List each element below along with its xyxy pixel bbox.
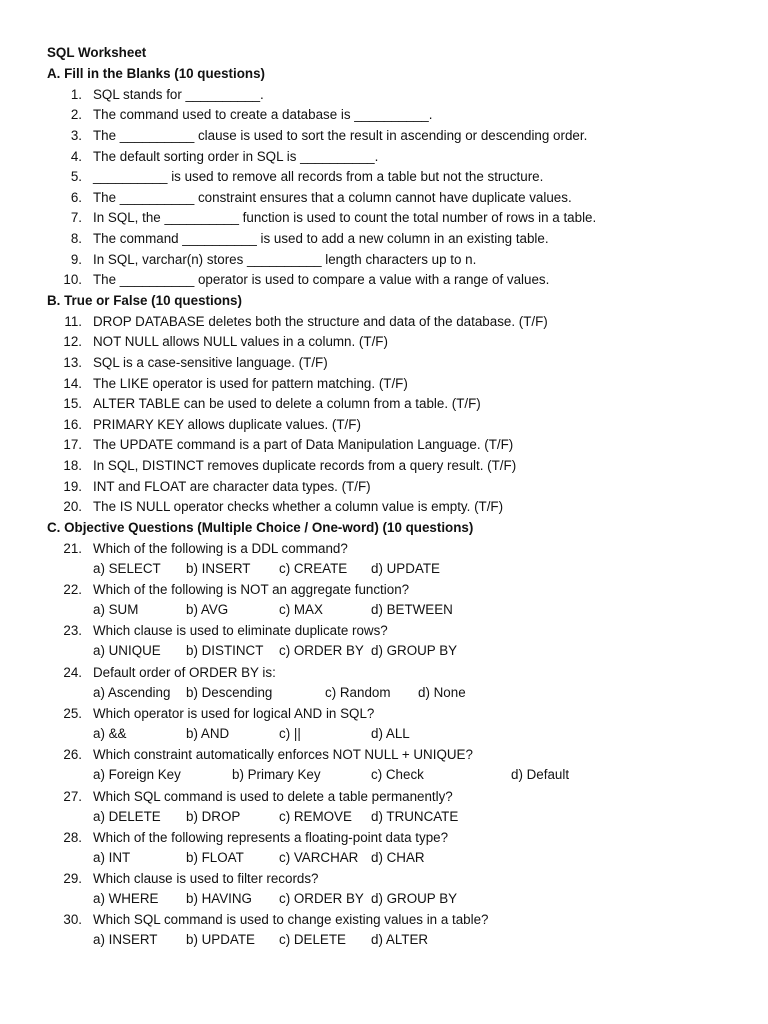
answer-option: b) HAVING — [186, 891, 252, 906]
question-text: Which of the following is NOT an aggregate function? — [93, 582, 410, 597]
worksheet-title: SQL Worksheet — [47, 45, 147, 60]
question-text: The command __________ is used to add a new column in an existing table. — [93, 231, 549, 246]
question-text: In SQL, the __________ function is used to count the total number of rows in a table. — [93, 210, 597, 225]
answer-option: d) GROUP BY — [371, 891, 458, 906]
answer-option: b) Descending — [186, 685, 273, 700]
answer-option: d) UPDATE — [371, 561, 440, 576]
answer-option: a) INSERT — [93, 932, 158, 947]
question-number: 12. — [63, 334, 82, 349]
question-text: Which SQL command is used to change existing values in a table? — [93, 912, 489, 927]
question-number: 13. — [63, 355, 82, 370]
question-text: In SQL, DISTINCT removes duplicate records from a query result. (T/F) — [93, 458, 517, 473]
question-text: ALTER TABLE can be used to delete a column from a table. (T/F) — [93, 396, 481, 411]
question-number: 18. — [63, 458, 82, 473]
answer-option: b) INSERT — [186, 561, 251, 576]
question-text: The UPDATE command is a part of Data Manipulation Language. (T/F) — [93, 437, 514, 452]
answer-option: a) Ascending — [93, 685, 171, 700]
answer-option: c) REMOVE — [279, 809, 352, 824]
question-number: 5. — [70, 169, 82, 184]
section-a-heading: A. Fill in the Blanks (10 questions) — [47, 66, 266, 81]
answer-option: d) None — [418, 685, 466, 700]
question-text: The __________ clause is used to sort the result in ascending or descending order. — [93, 128, 588, 143]
answer-option: c) ORDER BY — [279, 643, 364, 658]
question-number: 1. — [70, 87, 82, 102]
answer-option: a) UNIQUE — [93, 643, 161, 658]
question-number: 9. — [70, 252, 82, 267]
answer-option: b) FLOAT — [186, 850, 244, 865]
question-number: 3. — [70, 128, 82, 143]
question-text: The command used to create a database is __________. — [93, 107, 433, 122]
question-text: The LIKE operator is used for pattern matching. (T/F) — [93, 376, 408, 391]
answer-option: a) Foreign Key — [93, 767, 181, 782]
question-text: Which of the following represents a floating-point data type? — [93, 830, 449, 845]
answer-option: c) Random — [325, 685, 391, 700]
answer-option: b) UPDATE — [186, 932, 255, 947]
answer-option: c) CREATE — [279, 561, 348, 576]
question-text: The __________ operator is used to compare a value with a range of values. — [93, 272, 550, 287]
question-text: The IS NULL operator checks whether a column value is empty. (T/F) — [93, 499, 504, 514]
question-text: SQL stands for __________. — [93, 87, 264, 102]
question-number: 14. — [63, 376, 82, 391]
section-c-heading: C. Objective Questions (Multiple Choice / One-word) (10 questions) — [47, 520, 474, 535]
answer-option: c) ORDER BY — [279, 891, 364, 906]
answer-option: d) ALL — [371, 726, 410, 741]
answer-option: c) || — [279, 726, 301, 741]
question-number: 17. — [63, 437, 82, 452]
answer-option: c) MAX — [279, 602, 323, 617]
question-number: 23. — [63, 623, 82, 638]
answer-option: a) INT — [93, 850, 131, 865]
question-number: 19. — [63, 479, 82, 494]
question-number: 10. — [63, 272, 82, 287]
question-number: 28. — [63, 830, 82, 845]
answer-option: c) DELETE — [279, 932, 346, 947]
answer-option: a) && — [93, 726, 127, 741]
question-text: INT and FLOAT are character data types. (T/F) — [93, 479, 371, 494]
answer-option: a) SUM — [93, 602, 139, 617]
question-text: Which of the following is a DDL command? — [93, 541, 348, 556]
question-text: The default sorting order in SQL is __________. — [93, 149, 379, 164]
question-number: 6. — [70, 190, 82, 205]
answer-option: d) ALTER — [371, 932, 429, 947]
answer-option: b) AVG — [186, 602, 229, 617]
question-number: 11. — [64, 314, 82, 329]
question-text: In SQL, varchar(n) stores __________ length characters up to n. — [93, 252, 477, 267]
question-number: 8. — [70, 231, 82, 246]
question-text: PRIMARY KEY allows duplicate values. (T/F) — [93, 417, 361, 432]
answer-option: d) Default — [511, 767, 570, 782]
question-number: 4. — [70, 149, 82, 164]
question-text: DROP DATABASE deletes both the structure and data of the database. (T/F) — [93, 314, 548, 329]
question-number: 26. — [63, 747, 82, 762]
question-text: __________ is used to remove all records from a table but not the structure. — [93, 169, 544, 184]
section-b-heading: B. True or False (10 questions) — [47, 293, 242, 308]
question-number: 20. — [63, 499, 82, 514]
question-text: Default order of ORDER BY is: — [93, 665, 276, 680]
answer-option: c) VARCHAR — [279, 850, 359, 865]
question-text: Which clause is used to filter records? — [93, 871, 319, 886]
question-number: 21. — [63, 541, 82, 556]
question-number: 27. — [63, 789, 82, 804]
question-number: 30. — [63, 912, 82, 927]
answer-option: d) CHAR — [371, 850, 425, 865]
question-number: 16. — [63, 417, 82, 432]
answer-option: a) WHERE — [93, 891, 159, 906]
question-number: 22. — [63, 582, 82, 597]
answer-option: b) DROP — [186, 809, 241, 824]
answer-option: d) TRUNCATE — [371, 809, 459, 824]
question-text: The __________ constraint ensures that a column cannot have duplicate values. — [93, 190, 572, 205]
answer-option: d) GROUP BY — [371, 643, 458, 658]
question-text: Which SQL command is used to delete a table permanently? — [93, 789, 453, 804]
question-text: Which constraint automatically enforces NOT NULL + UNIQUE? — [93, 747, 473, 762]
question-number: 15. — [63, 396, 82, 411]
answer-option: d) BETWEEN — [371, 602, 453, 617]
answer-option: b) DISTINCT — [186, 643, 264, 658]
question-text: Which operator is used for logical AND in SQL? — [93, 706, 375, 721]
question-text: Which clause is used to eliminate duplicate rows? — [93, 623, 388, 638]
answer-option: b) AND — [186, 726, 230, 741]
question-text: SQL is a case-sensitive language. (T/F) — [93, 355, 328, 370]
answer-option: c) Check — [371, 767, 424, 782]
answer-option: a) DELETE — [93, 809, 161, 824]
question-number: 7. — [70, 210, 82, 225]
question-number: 2. — [70, 107, 82, 122]
answer-option: a) SELECT — [93, 561, 161, 576]
question-text: NOT NULL allows NULL values in a column. (T/F) — [93, 334, 388, 349]
question-number: 24. — [63, 665, 82, 680]
answer-option: b) Primary Key — [232, 767, 321, 782]
question-number: 25. — [63, 706, 82, 721]
question-number: 29. — [63, 871, 82, 886]
